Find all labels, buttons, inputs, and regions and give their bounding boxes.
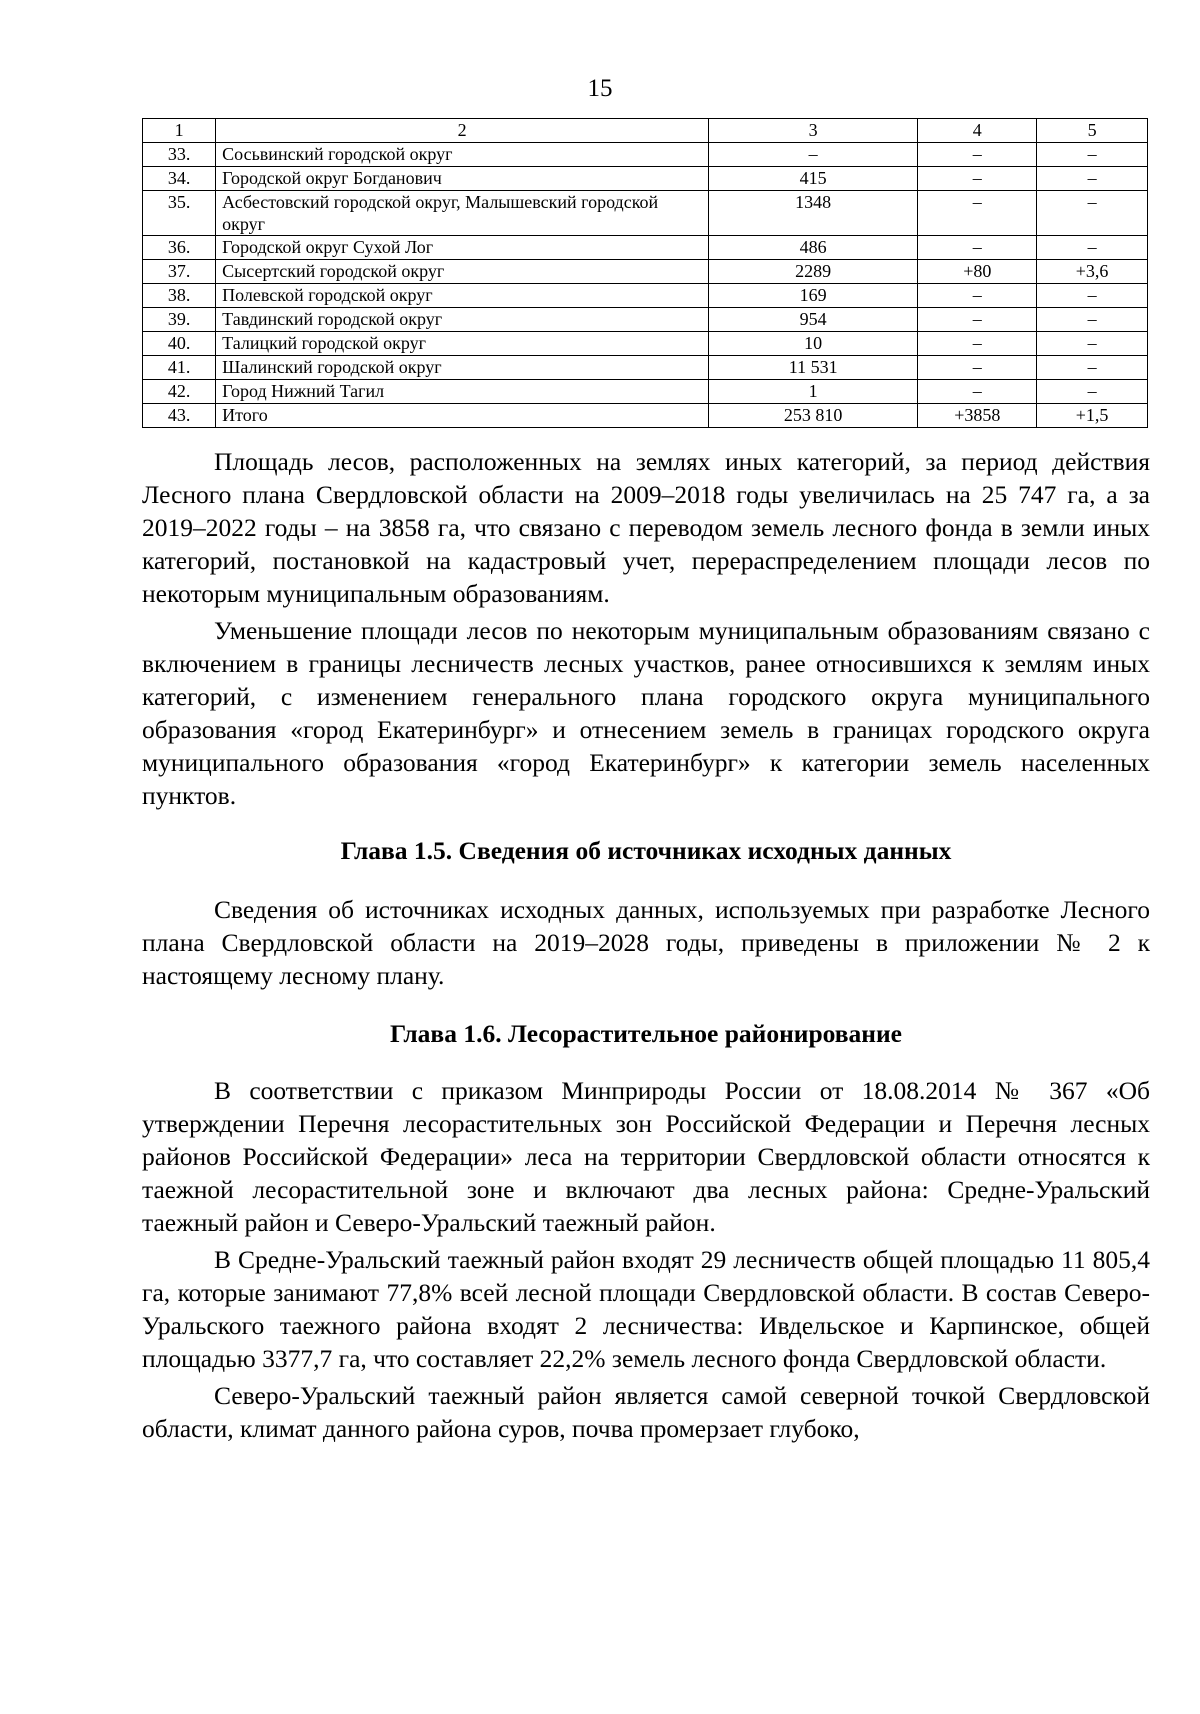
body-paragraph: Уменьшение площади лесов по некоторым муниципальным образованиям связано с включением в границы лесничеств лесных участков, ранее относившихся к землям иных категорий, с изменением генерального плана городского округа муниципального образования «город Екатеринбург» и отнесением земель в границах городского округа муниципального образования «город Екатеринбург» к категории земель населенных пунктов. — [142, 616, 1150, 810]
table-cell-num: 33. — [143, 143, 216, 167]
table-cell-area: 11 531 — [709, 356, 918, 380]
table-row — [143, 236, 1148, 260]
table-cell-num: 41. — [143, 356, 216, 380]
table-cell-percent: – — [1037, 356, 1148, 380]
table-cell-area: 415 — [709, 167, 918, 191]
table-cell-name: Сысертский городской округ — [216, 260, 709, 284]
table-cell-name: Сосьвинский городской округ — [216, 143, 709, 167]
table-cell-num: 38. — [143, 284, 216, 308]
table-cell-area: 486 — [709, 236, 918, 260]
table-row — [143, 404, 1148, 428]
body-paragraph: В соответствии с приказом Минприроды России от 18.08.2014 № 367 «Об утверждении Перечня лесорастительных зон Российской Федерации и Перечня лесных районов Российской Федерации» леса на территории Свердловской области относятся к таежной лесорастительной зоне и включают два лесных района: Средне-Уральский таежный район и Северо-Уральский таежный район. — [142, 1076, 1150, 1237]
table-cell-change: – — [918, 284, 1037, 308]
table-row — [143, 380, 1148, 404]
table-cell-area: 1348 — [709, 191, 918, 236]
table-cell-area: 2289 — [709, 260, 918, 284]
table-cell-area: 954 — [709, 308, 918, 332]
body-paragraph: Площадь лесов, расположенных на землях иных категорий, за период действия Лесного плана Свердловской области на 2009–2018 годы увеличилась на 25 747 га, а за 2019–2022 годы – на 3858 га, что связано с переводом земель лесного фонда в земли иных категорий, постановкой на кадастровый учет, перераспределением площади лесов по некоторым муниципальным образованиям. — [142, 447, 1150, 608]
table-cell-name: Полевской городской округ — [216, 284, 709, 308]
table-cell-change: – — [918, 236, 1037, 260]
table-header-row — [143, 119, 1148, 143]
table-cell-change: – — [918, 308, 1037, 332]
column-header: 3 — [709, 119, 918, 143]
table-row — [143, 191, 1148, 236]
table-cell-name: Асбестовский городской округ, Малышевский городской округ — [216, 191, 709, 236]
table-cell-change: +80 — [918, 260, 1037, 284]
table-cell-name: Шалинский городской округ — [216, 356, 709, 380]
table-cell-name: Городской округ Сухой Лог — [216, 236, 709, 260]
chapter-1-6-section — [142, 1074, 1150, 1449]
forest-area-table — [142, 118, 1148, 428]
table-cell-area: 169 — [709, 284, 918, 308]
table-cell-area: – — [709, 143, 918, 167]
table-cell-num: 43. — [143, 404, 216, 428]
table-row — [143, 308, 1148, 332]
table-cell-area: 10 — [709, 332, 918, 356]
table-cell-change: – — [918, 332, 1037, 356]
table-cell-area: 1 — [709, 380, 918, 404]
table-cell-change: – — [918, 356, 1037, 380]
table-cell-percent: – — [1037, 308, 1148, 332]
table-cell-name: Город Нижний Тагил — [216, 380, 709, 404]
table-row — [143, 332, 1148, 356]
table-cell-percent: – — [1037, 284, 1148, 308]
table-cell-num: 40. — [143, 332, 216, 356]
body-paragraph: Северо-Уральский таежный район является самой северной точкой Свердловской области, климат данного района суров, почва промерзает глубоко, — [142, 1381, 1150, 1443]
table-cell-percent: – — [1037, 332, 1148, 356]
table-cell-num: 36. — [143, 236, 216, 260]
table-cell-change: +3858 — [918, 404, 1037, 428]
table-cell-percent: +1,5 — [1037, 404, 1148, 428]
table-row — [143, 260, 1148, 284]
table-cell-name: Тавдинский городской округ — [216, 308, 709, 332]
page-number: 15 — [587, 75, 613, 102]
table-cell-num: 35. — [143, 191, 216, 236]
table-cell-percent: +3,6 — [1037, 260, 1148, 284]
table-cell-change: – — [918, 143, 1037, 167]
table-cell-name: Городской округ Богданович — [216, 167, 709, 191]
table-row — [143, 356, 1148, 380]
table-cell-change: – — [918, 380, 1037, 404]
table-cell-num: 39. — [143, 308, 216, 332]
table-row — [143, 284, 1148, 308]
table-cell-change: – — [918, 191, 1037, 236]
table-cell-name: Итого — [216, 404, 709, 428]
column-header: 2 — [216, 119, 709, 143]
table-cell-name: Талицкий городской округ — [216, 332, 709, 356]
table-cell-percent: – — [1037, 143, 1148, 167]
column-header: 4 — [918, 119, 1037, 143]
chapter-heading: Глава 1.6. Лесорастительное районирование — [390, 1019, 902, 1048]
column-header: 5 — [1037, 119, 1148, 143]
table-cell-num: 34. — [143, 167, 216, 191]
table-cell-num: 37. — [143, 260, 216, 284]
intro-section — [142, 445, 1150, 816]
table-cell-num: 42. — [143, 380, 216, 404]
body-paragraph: Сведения об источниках исходных данных, используемых при разработке Лесного плана Свердловской области на 2019–2028 годы, приведены в приложении № 2 к настоящему лесному плану. — [142, 895, 1150, 990]
chapter-1-5-section — [142, 893, 1150, 996]
table-cell-percent: – — [1037, 380, 1148, 404]
body-paragraph: В Средне-Уральский таежный район входят 29 лесничеств общей площадью 11 805,4 га, которые занимают 77,8% всей лесной площади Свердловской области. В состав Северо-Уральского таежного района входят 2 лесничества: Ивдельское и Карпинское, общей площадью 3377,7 га, что составляет 22,2% земель лесного фонда Свердловской области. — [142, 1245, 1150, 1373]
table-cell-percent: – — [1037, 167, 1148, 191]
table-cell-change: – — [918, 167, 1037, 191]
table-row — [143, 167, 1148, 191]
table-cell-percent: – — [1037, 236, 1148, 260]
table-row — [143, 143, 1148, 167]
chapter-heading: Глава 1.5. Сведения об источниках исходных данных — [340, 836, 952, 865]
column-header: 1 — [143, 119, 216, 143]
table-cell-area: 253 810 — [709, 404, 918, 428]
table-cell-percent: – — [1037, 191, 1148, 236]
